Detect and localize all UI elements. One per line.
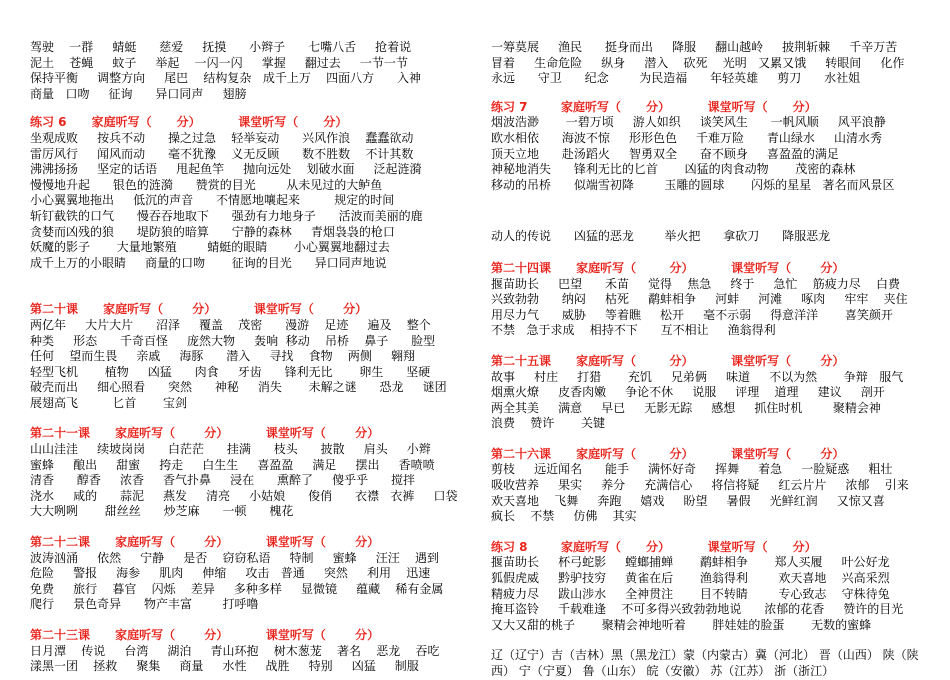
section-heading: 第二十三课 家庭听写（ 分） 课堂听写（ 分） <box>30 628 380 642</box>
section-lesson-20 <box>30 302 460 411</box>
word-line: 泥土 苍蝇 蚊子 举起 一闪一闪 掌握 翻过去 一节一节 <box>30 55 408 70</box>
word-line: 小心翼翼地拖出 低沉的声音 不情愿地嚷起来 规定的时间 <box>30 193 395 208</box>
word-line: 浪费 赞许 关键 <box>491 416 605 431</box>
word-line: 大大咧咧 甜丝丝 炒芝麻 一顿 槐花 <box>30 504 294 519</box>
word-line: 任何 望而生畏 亲戚 海豚 潜入 寻找 食物 两侧 翱翔 <box>30 349 415 364</box>
word-line: 种类 形态 千奇百怪 庞然大物 轰响 移动 吊桥 鼻子 脸型 <box>30 333 436 348</box>
word-line: 免费 旅行 暮官 闪烁 差异 多种多样 显微镜 蕴藏 稀有金属 <box>30 581 444 596</box>
left-column <box>30 40 460 675</box>
section-heading: 练习 8 家庭听写（ 分） 课堂听写（ 分） <box>491 539 817 554</box>
word-line: 山山洼洼 续坡岗岗 白茫茫 挂满 枝头 披散 肩头 小辫 <box>30 442 431 457</box>
word-line: 兴致勃勃 纳闷 枯死 鹬蚌相争 河蚌 河滩 啄肉 牢牢 夹住 <box>491 292 908 307</box>
word-line: 坐观成败 按兵不动 操之过急 轻举妄动 兴风作浪 蠢蠢欲动 <box>30 130 414 145</box>
word-line: 神秘地消失 锋利无比的匕首 凶猛的肉食动物 茂密的森林 <box>491 162 856 177</box>
word-line: 轻型飞机 植物 凶猛 肉食 牙齿 锋利无比 卵生 坚硬 <box>30 364 431 379</box>
word-line: 移动的吊桥 似端雪初降 玉雕的圆球 闪烁的星星 著名而风景区 <box>491 177 895 192</box>
section-heading: 第二十四课 家庭听写（ 分） 课堂听写（ 分） <box>491 260 845 275</box>
section-heading: 第二十课 家庭听写（ 分） 课堂听写（ 分） <box>30 302 368 317</box>
section-lesson-23 <box>30 628 460 675</box>
section-heading: 第二十二课 家庭听写（ 分） 课堂听写（ 分） <box>30 535 380 550</box>
section-heading: 第二十一课 家庭听写（ 分） 课堂听写（ 分） <box>30 426 380 441</box>
word-line: 欧水相依 海波不惊 形形色色 千难万险 青山绿水 山清水秀 <box>491 130 882 145</box>
word-line: 又大又甜的桃子 聚精会神地听着 胖娃娃的脸蛋 无数的蜜蜂 <box>491 617 872 632</box>
word-line: 精疲力尽 跋山涉水 全神贯注 目不转睛 专心致志 守株待兔 <box>491 586 890 601</box>
word-line: 顶天立地 赴汤蹈火 智勇双全 奋不顾身 喜盈盈的满足 <box>491 146 839 161</box>
word-line: 驾驶 一群 蜻蜓 慈爱 抚摸 小辫子 七嘴八舌 抢着说 <box>30 40 412 54</box>
word-line: 妖魔的影子 大量地繁殖 蜻蜓的眼睛 小心翼翼地翻过去 <box>30 240 390 255</box>
word-line: 蜜蜂 酿出 甜蜜 挎走 白生生 喜盈盈 满足 摆出 香喷喷 <box>30 457 435 472</box>
section-practice-6 <box>30 115 460 271</box>
word-line: 不禁 急于求成 相持不下 互不相让 渔翁得利 <box>491 323 776 338</box>
word-line: 揠苗助长 巴望 禾苗 觉得 焦急 终于 急忙 筋疲力尽 白费 <box>491 276 900 291</box>
word-line: 一筹莫展 渔民 挺身而出 降服 翻山越岭 披荆斩棘 千辛万苦 <box>491 40 898 54</box>
word-line: 沸沸扬扬 坚定的话语 甩起鱼竿 抛向远处 划破水面 泛起涟漪 <box>30 162 422 177</box>
word-line: 爬行 景色奇异 物产丰富 打呼噜 <box>30 597 259 612</box>
section-lesson-21 <box>30 426 460 520</box>
word-line: 吸收营养 果实 养分 充满信心 将信将疑 红云片片 浓郁 引来 <box>491 478 909 493</box>
word-line: 波涛汹涌 依然 宁静 是否 窃窃私语 特制 蜜蜂 汪汪 遇到 <box>30 550 439 565</box>
word-line: 清香 醇香 浓香 香气扑鼻 浸在 熏醉了 傻乎乎 搅拌 <box>30 473 415 488</box>
word-line: 保持平衡 调整方向 尾巴 结构复杂 成千上万 四面八方 入神 <box>30 71 421 86</box>
word-line: 疯长 不禁 仿佛 其实 <box>491 509 637 524</box>
word-line: 揠苗助长 杯弓蛇影 螳螂捕蝉 鹬蚌相争 郑人买履 叶公好龙 <box>491 555 890 570</box>
word-line: 动人的传说 凶猛的恶龙 举火把 拿砍刀 降服恶龙 <box>491 229 831 244</box>
word-line: 掩耳盗铃 千载难逢 不可多得兴致勃勃地说 浓郁的花香 赞许的目光 <box>491 602 904 617</box>
word-line: 烟波浩渺 一碧万顷 游人如织 谈笑风生 一帆风顺 风平浪静 <box>491 115 886 130</box>
word-line: 永远 守卫 纪念 为民造福 年轻英雄 剪刀 水社姐 <box>491 71 861 86</box>
section-practice-7 <box>491 100 923 194</box>
word-line: 故事 村庄 打猎 充饥 兄弟俩 味道 不以为然 争辩 服气 <box>491 369 904 384</box>
word-line: 商量 口吻 征询 异口同声 翅膀 <box>30 86 247 101</box>
word-line: 两亿年 大片大片 沼泽 覆盖 茂密 漫游 足迹 遍及 整个 <box>30 317 431 332</box>
section-heading: 练习 6 家庭听写（ 分） 课堂听写（ 分） <box>30 115 348 130</box>
province-line: 辽（辽宁）吉（吉林）黑（黑龙江）蒙（内蒙古）冀（河北） 晋（山西） 陕（陕西） 宁（宁夏） 鲁（山东） 皖（安徽） 苏（江苏） 浙（浙江） <box>491 648 919 678</box>
word-line: 欢天喜地 飞舞 奔跑 嬉戏 盼望 暑假 光鲜红润 又惊又喜 <box>491 493 885 508</box>
section-heading: 第二十六课 家庭听写（ 分） 课堂听写（ 分） <box>491 446 845 461</box>
right-column <box>491 40 923 680</box>
section-lesson-24 <box>491 261 923 339</box>
lesson-23-continued <box>491 40 923 87</box>
word-line: 冒着 生命危险 纵身 潜入 砍死 光明 又累又饿 转眼间 化作 <box>491 55 905 70</box>
section-lesson-25 <box>491 354 923 432</box>
word-line: 危险 警报 海参 肌肉 伸缩 攻击 普通 突然 利用 迅速 <box>30 566 431 581</box>
word-line: 用尽力气 威胁 等着瞧 松开 毫不示弱 得意洋洋 喜笑颜开 <box>491 307 893 322</box>
word-line: 慢慢地升起 银色的涟漪 赞赏的目光 从未见过的大鲈鱼 <box>30 177 383 192</box>
word-line: 狐假虎威 黔驴技穷 黄雀在后 渔翁得利 欢天喜地 兴高采烈 <box>491 571 890 586</box>
word-line: 烟熏火燎 皮香肉嫩 争论不休 说服 评理 道理 建议 剖开 <box>491 385 885 400</box>
word-line: 日月潭 传说 台湾 湖泊 青山环抱 树木葱茏 著名 恶龙 吞吃 <box>30 643 440 658</box>
practice-7-extra <box>491 229 923 245</box>
section-practice-8 <box>491 540 923 634</box>
word-line: 展翅高飞 匕首 宝剑 <box>30 395 188 410</box>
intro-words <box>30 40 460 102</box>
word-line: 成千上万的小眼睛 商量的口吻 征询的目光 异口同声地说 <box>30 255 387 270</box>
word-line: 漾黑一团 拯救 聚集 商量 水性 战胜 特别 凶猛 制服 <box>30 659 419 674</box>
word-line: 破壳而出 细心照看 突然 神秘 消失 未解之谜 恐龙 谜团 <box>30 380 447 395</box>
word-line: 浇水 咸的 蒜泥 燕发 清亮 小姑娘 俊俏 衣襟 衣裤 口袋 <box>30 488 458 503</box>
word-line: 贪婪而凶残的狼 堤防狼的暗算 宁静的森林 青烟袅袅的枪口 <box>30 224 395 239</box>
word-line: 剪枝 远近闻名 能手 满怀好奇 挥舞 着急 一脸疑惑 粗壮 <box>491 462 893 477</box>
section-heading: 第二十五课 家庭听写（ 分） 课堂听写（ 分） <box>491 353 845 368</box>
word-line: 两全其美 满意 早已 无影无踪 感想 抓住时机 聚精会神 <box>491 400 881 415</box>
word-line: 斩钉截铁的口气 慢吞吞地取下 强劲有力地身子 活波而美丽的鹿 <box>30 208 423 223</box>
word-line: 雷厉风行 闻风而动 毫不犹豫 义无反顾 数不胜数 不计其数 <box>30 146 414 161</box>
province-abbreviations <box>491 648 923 679</box>
section-heading: 练习 7 家庭听写（ 分） 课堂听写（ 分） <box>491 99 817 114</box>
section-lesson-22 <box>30 535 460 613</box>
section-lesson-26 <box>491 447 923 525</box>
